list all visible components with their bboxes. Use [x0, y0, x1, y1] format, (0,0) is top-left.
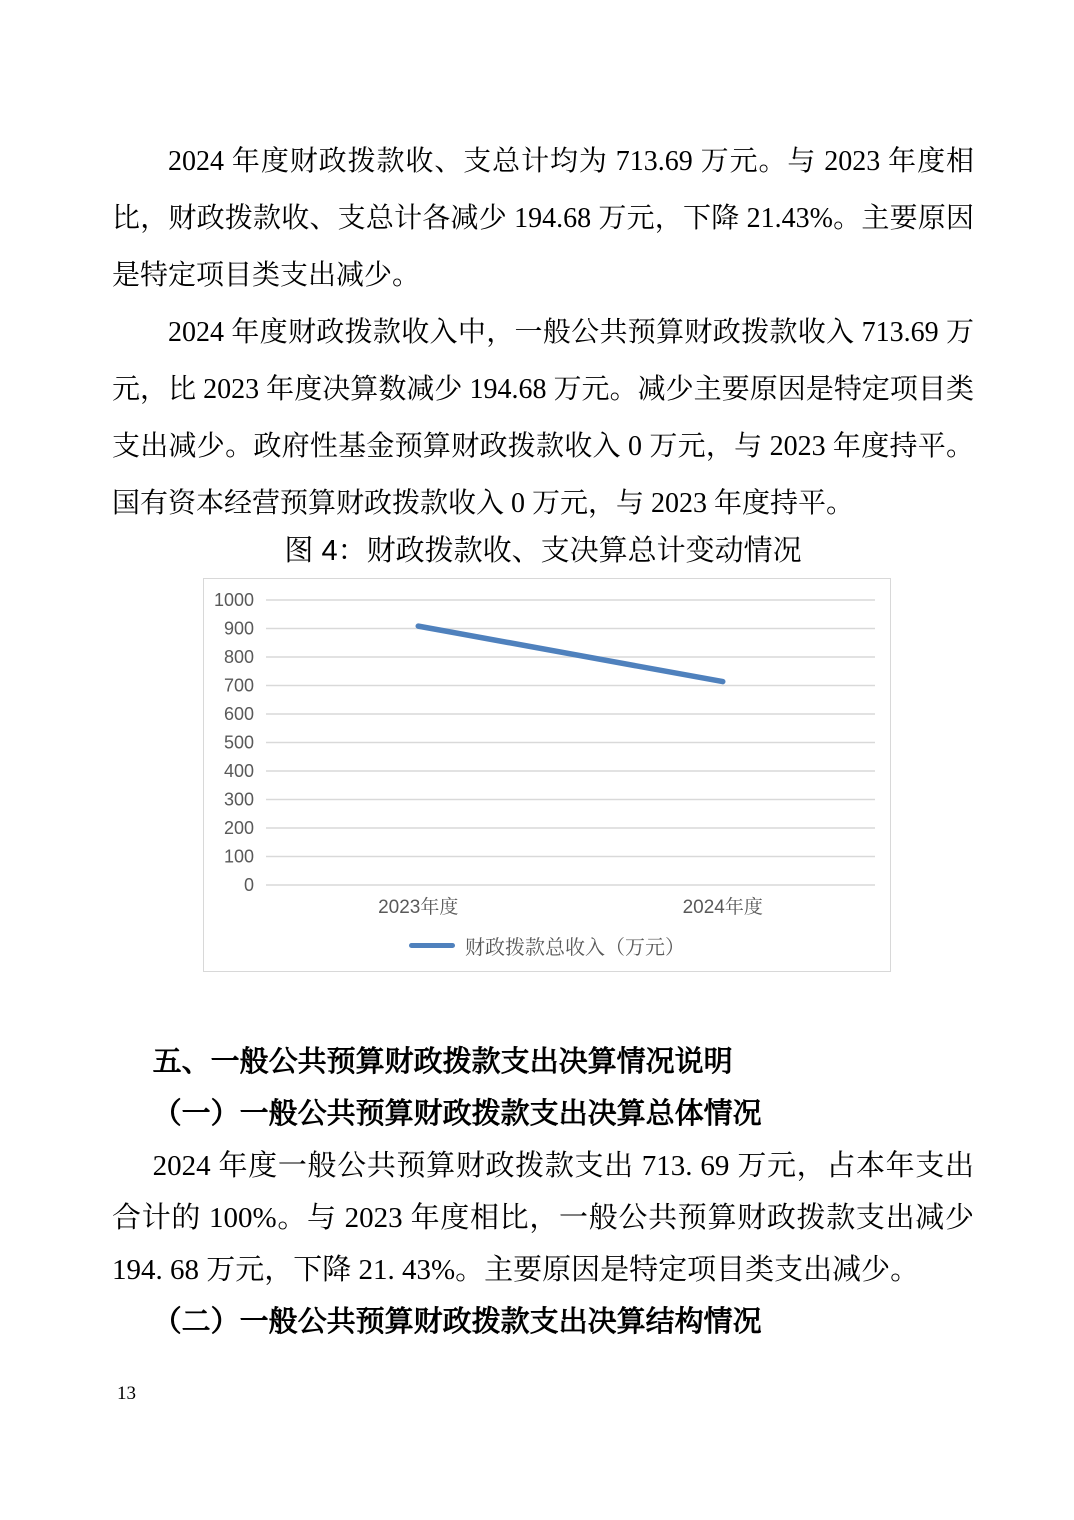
paragraph-expenditure-overall: 2024 年度一般公共预算财政拨款支出 713. 69 万元，占本年支出合计的 100%。与 2023 年度相比，一般公共预算财政拨款支出减少 194. 68 万元，下降 21. 43%。主要原因是特定项目类支出减少。 [112, 1150, 974, 1286]
paragraph-fiscal-totals: 2024 年度财政拨款收、支总计均为 713.69 万元。与 2023 年度相比，财政拨款收、支总计各减少 194.68 万元，下降 21.43%。主要原因是特定项目类支出减少。 [112, 146, 974, 291]
chart-legend [204, 931, 890, 959]
svg-text:300: 300 [223, 789, 254, 810]
svg-text:400: 400 [223, 761, 254, 781]
svg-text:700: 700 [223, 675, 254, 696]
svg-text:900: 900 [223, 618, 254, 639]
subsection-heading-overall: （一）一般公共预算财政拨款支出决算总体情况 [152, 1098, 762, 1130]
svg-text:2023年度: 2023年度 [378, 897, 459, 918]
chart-canvas [204, 579, 890, 971]
page-number: 13 [117, 1383, 136, 1404]
section-heading: 五、一般公共预算财政拨款支出决算情况说明 [152, 1046, 733, 1078]
paragraph-fiscal-income: 2024 年度财政拨款收入中，一般公共预算财政拨款收入 713.69 万元，比 2023 年度决算数减少 194.68 万元。减少主要原因是特定项目类支出减少。政府性基金预算财政拨款收入 0 万元，与 2023 年度持平。国有资本经营预算财政拨款收入 0 万元，与 2023 年度持平。 [112, 317, 974, 519]
svg-text:800: 800 [223, 647, 254, 667]
svg-text:2024年度: 2024年度 [682, 897, 763, 918]
svg-text:1000: 1000 [213, 590, 254, 610]
expenditure-section [112, 1036, 974, 1348]
svg-text:0: 0 [243, 875, 254, 895]
legend-line-swatch [409, 943, 455, 948]
intro-section [112, 133, 974, 532]
legend-label: 财政拨款总收入（万元） [465, 936, 685, 959]
svg-text:200: 200 [223, 818, 254, 838]
svg-text:600: 600 [223, 704, 254, 724]
subsection-heading-structure: （二）一般公共预算财政拨款支出决算结构情况 [152, 1306, 762, 1338]
svg-text:500: 500 [223, 732, 254, 753]
svg-text:100: 100 [223, 846, 254, 867]
line-chart [203, 578, 891, 972]
figure-caption: 图 4：财政拨款收、支决算总计变动情况 [284, 535, 802, 567]
